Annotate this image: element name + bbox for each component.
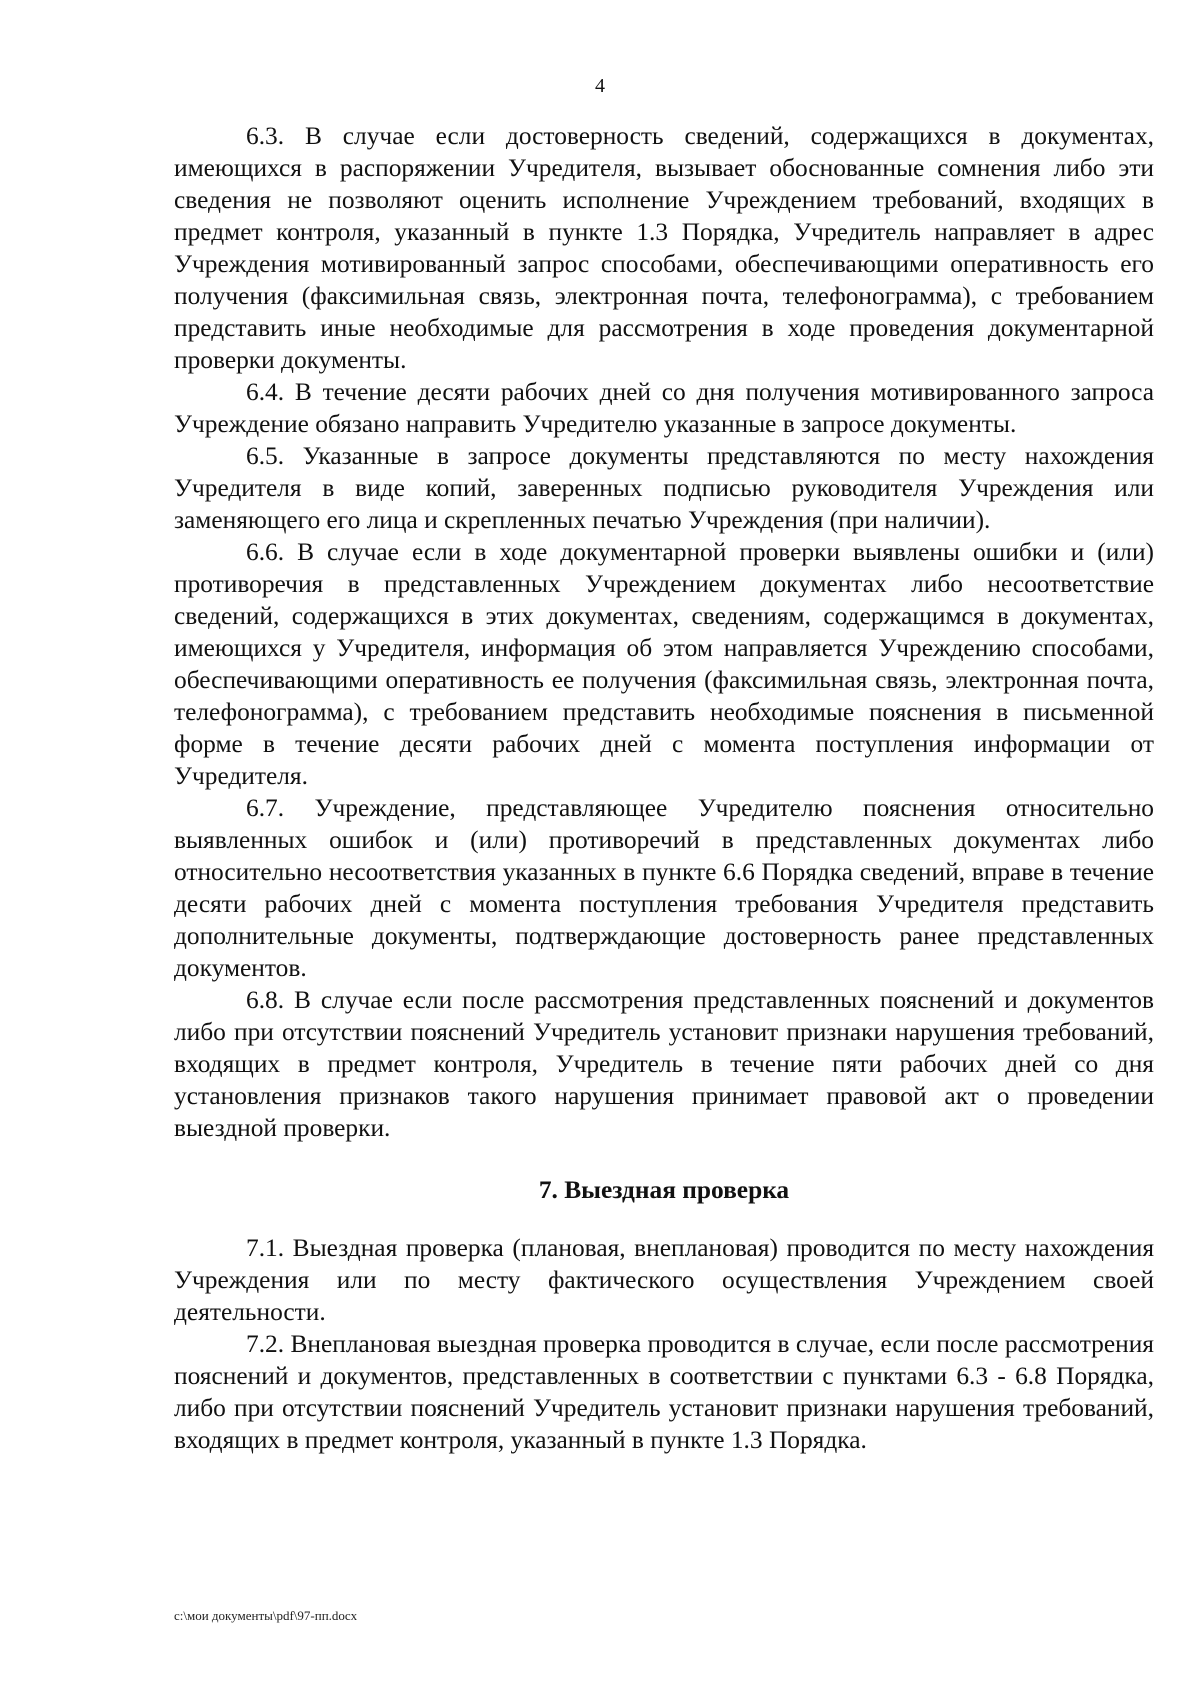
paragraph-6-3: 6.3. В случае если достоверность сведений, содержащихся в документах, имеющихся в распоряжении Учредителя, вызывает обоснованные сомнения либо эти сведения не позволяют оценить исполнение Учреждением требований, входящих в предмет контроля, указанный в пункте 1.3 Порядка, Учредитель направляет в адрес Учреждения мотивированный запрос способами, обеспечивающими оперативность его получения (факсимильная связь, электронная почта, телефонограмма), с требованием представить иные необходимые для рассмотрения в ходе проведения документарной проверки документы.	[174, 122, 1154, 374]
paragraph-6-8: 6.8. В случае если после рассмотрения представленных пояснений и документов либо при отсутствии пояснений Учредитель установит признаки нарушения требований, входящих в предмет контроля, Учредитель в течение пяти рабочих дней со дня установления признаков такого нарушения принимает правовой акт о проведении выездной проверки.	[174, 986, 1154, 1142]
paragraph-6-4: 6.4. В течение десяти рабочих дней со дня получения мотивированного запроса Учреждение обязано направить Учредителю указанные в запросе документы.	[174, 378, 1154, 438]
paragraph-7-2: 7.2. Внеплановая выездная проверка проводится в случае, если после рассмотрения пояснений и документов, представленных в соответствии с пунктами 6.3 - 6.8 Порядка, либо при отсутствии пояснений Учредитель установит признаки нарушения требований, входящих в предмет контроля, указанный в пункте 1.3 Порядка.	[174, 1330, 1154, 1454]
paragraph-7-1: 7.1. Выездная проверка (плановая, внеплановая) проводится по месту нахождения Учреждения или по месту фактического осуществления Учреждением своей деятельности.	[174, 1234, 1154, 1326]
section-7-heading: 7. Выездная проверка	[538, 1176, 790, 1204]
paragraph-6-6: 6.6. В случае если в ходе документарной проверки выявлены ошибки и (или) противоречия в представленных Учреждением документах либо несоответствие сведений, содержащихся в этих документах, сведениям, содержащимся в документах, имеющихся у Учредителя, информация об этом направляется Учреждению способами, обеспечивающими оперативность ее получения (факсимильная связь, электронная почта, телефонограмма), с требованием представить необходимые пояснения в письменной форме в течение десяти рабочих дней с момента поступления информации от Учредителя.	[174, 538, 1154, 790]
page-number: 4	[595, 75, 605, 97]
footer-file-path: c:\мои документы\pdf\97-пп.docx	[174, 1608, 358, 1623]
paragraph-6-7: 6.7. Учреждение, представляющее Учредителю пояснения относительно выявленных ошибок и (или) противоречий в представленных документах либо относительно несоответствия указанных в пункте 6.6 Порядка сведений, вправе в течение десяти рабочих дней с момента поступления требования Учредителя представить дополнительные документы, подтверждающие достоверность ранее представленных документов.	[174, 794, 1154, 982]
paragraph-6-5: 6.5. Указанные в запросе документы представляются по месту нахождения Учредителя в виде копий, заверенных подписью руководителя Учреждения или заменяющего его лица и скрепленных печатью Учреждения (при наличии).	[174, 442, 1154, 534]
document-body	[174, 120, 1154, 1456]
